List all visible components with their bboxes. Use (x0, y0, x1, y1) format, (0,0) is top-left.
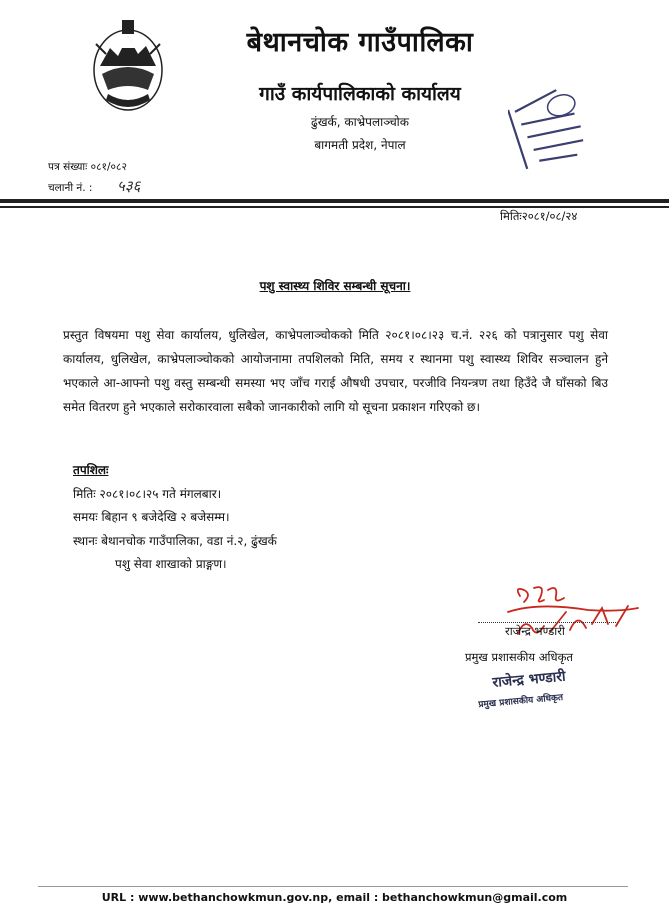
letter-body: प्रस्तुत विषयमा पशु सेवा कार्यालय, धुलिखेल, काभ्रेपलाञ्चोकको मिति २०८१।०८।२३ च.नं. २२६ को पत्रानुसार पशु सेवा कार्यालय, धुलिखेल, काभ्रेपलाञ्चोकको आयोजनामा तपशिलको मिति, समय र स्थानमा पशु स्वास्थ्य शिविर सञ्चालन हुने भएकाले आ-आफ्नो पशु वस्तु सम्बन्धी समस्या भए जाँच गराई औषधी उपचार, परजीवि नियन्त्रण तथा हिउँदे जै घाँसको बिउ समेत वितरण हुने भएकाले सरोकारवाला सबैको जानकारीको लागि यो सूचना प्रकाशन गरिएको छ। (63, 328, 608, 414)
footer-rule (38, 886, 628, 887)
office-name: गाउँ कार्यपालिकाको कार्यालय (259, 83, 461, 105)
dispatch-number: ५३६ (117, 177, 141, 195)
address-line-1: ढुंखर्क, काभ्रेपलाञ्चोक (310, 115, 410, 129)
address-line-2: बागमती प्रदेश, नेपाल (314, 138, 406, 152)
org-name: बेथानचोक गाउँपालिका (246, 27, 474, 58)
seal-name: राजेन्द्र भण्डारी (491, 668, 567, 691)
footer-contact: URL : www.bethanchowkmun.gov.np, email : bethanchowkmun@gmail.com (101, 891, 568, 904)
details-heading: तपशिलः (73, 463, 109, 477)
name-seal-stamp (473, 658, 626, 715)
header-rule-thin (0, 206, 669, 208)
details-block (73, 459, 277, 577)
receipt-stamp-icon (508, 86, 604, 170)
details-place: स्थानः बेथानचोक गाउँपालिका, वडा नं.२, ढुंखर्क (73, 533, 277, 548)
letter-date: मितिः२०८१/०८/२४ (500, 209, 578, 223)
nepal-emblem-icon (88, 14, 168, 116)
signature-line (478, 622, 618, 623)
seal-title: प्रमुख प्रशासकीय अधिकृत (477, 692, 564, 711)
dispatch-label: चलानी नं. : (48, 182, 93, 194)
details-place-continued: पशु सेवा शाखाको प्राङ्गण। (115, 557, 227, 571)
signatory-name: राजेन्द्र भण्डारी (505, 624, 565, 638)
details-time: समयः बिहान ९ बजेदेखि २ बजेसम्म। (73, 510, 230, 524)
signatory-title: प्रमुख प्रशासकीय अधिकृत (465, 650, 573, 664)
header-rule-thick (0, 199, 669, 203)
handwritten-signature-icon (478, 582, 658, 650)
letter-subject: पशु स्वास्थ्य शिविर सम्बन्धी सूचना। (259, 279, 411, 293)
letter-number: पत्र संख्याः ०८१/०८२ (48, 161, 127, 173)
details-date: मितिः २०८१।०८।२५ गते मंगलबार। (73, 486, 222, 501)
